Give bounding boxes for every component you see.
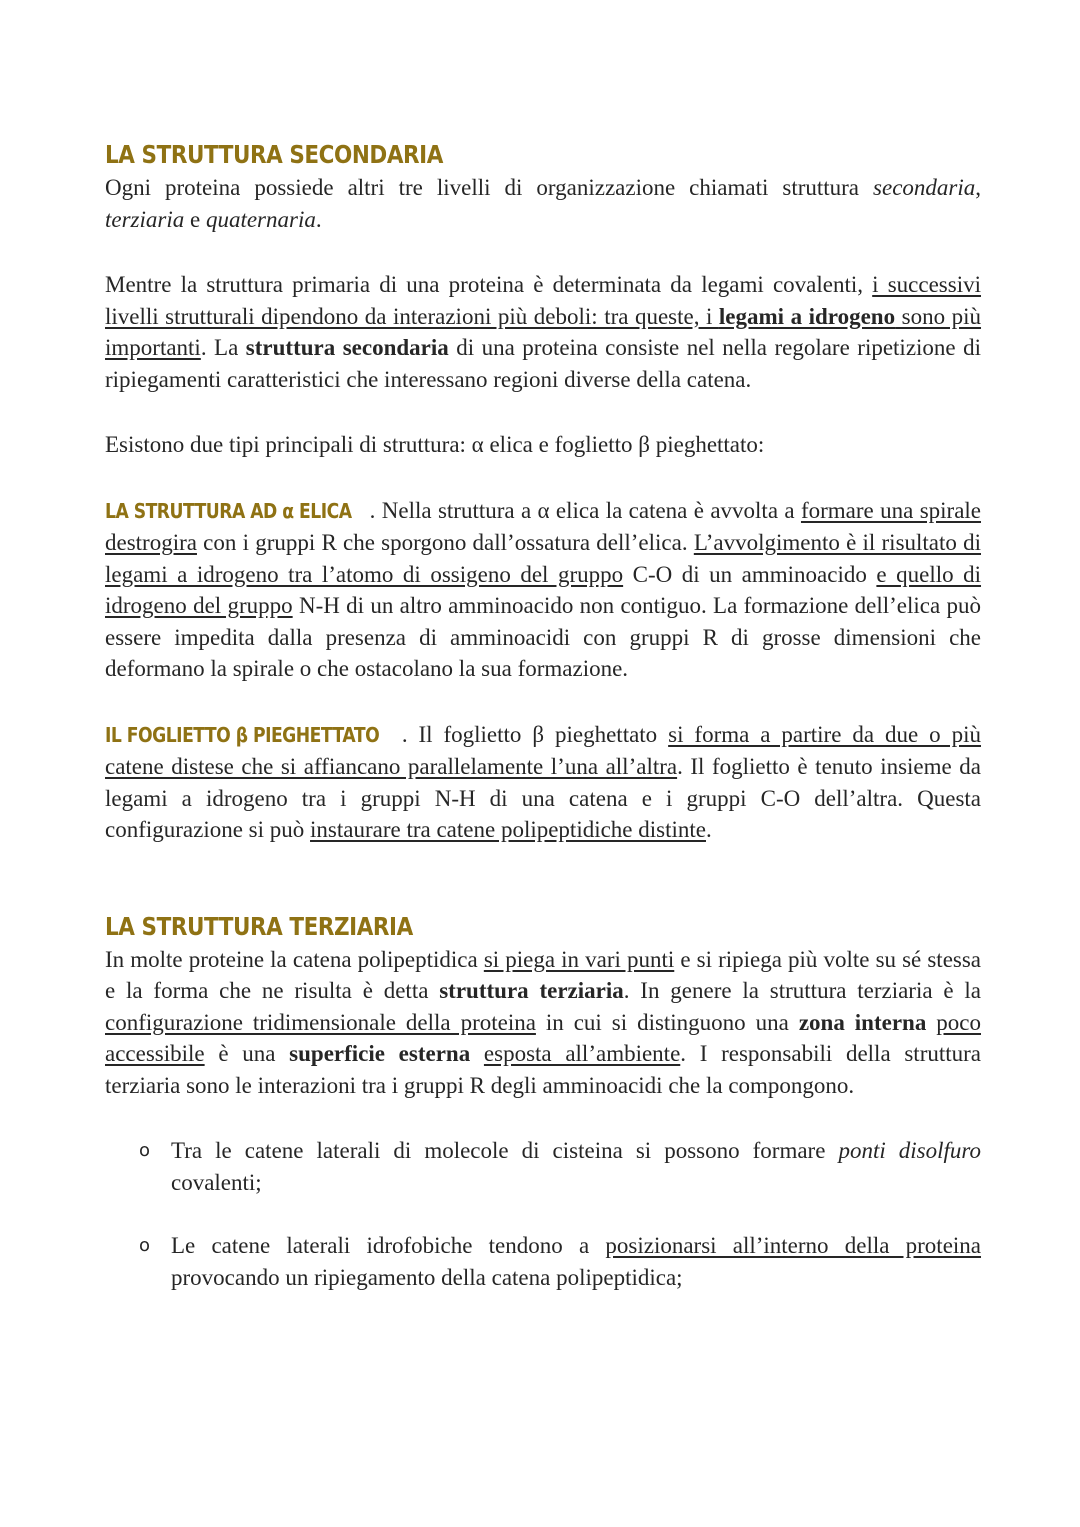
text-run: provocando un ripiegamento della catena polipeptidica; bbox=[171, 1264, 683, 1290]
text-run: Tra le catene laterali di molecole di cisteina si possono formare bbox=[171, 1138, 839, 1163]
bold-term: struttura secondaria bbox=[245, 335, 449, 360]
text-run bbox=[926, 1010, 936, 1035]
text-run: di una proteina consiste nel nella regolare ripetizione di ripiegamenti caratteristici che interessano regioni diverse della catena. bbox=[105, 335, 981, 392]
text-run bbox=[470, 1041, 484, 1066]
bullet-icon: o bbox=[139, 1140, 151, 1161]
underlined-text: esposta all’ambiente bbox=[483, 1041, 681, 1066]
text-run: . Nella struttura a α elica la catena è avvolta a bbox=[369, 497, 801, 523]
text-run: . bbox=[705, 817, 712, 842]
text-run: e si ripiega più volte su sé stessa e la forma che ne risulta è detta bbox=[105, 946, 982, 1003]
paragraph-terziaria bbox=[105, 944, 981, 1102]
underlined-text: si forma a partire da due o più catene distese che si affiancano parallelamente l’una all’altra bbox=[105, 721, 981, 779]
text-run: è una bbox=[204, 1041, 290, 1066]
underlined-text: sono più importanti bbox=[105, 303, 982, 360]
text-run: N-H di un altro amminoacido non contiguo. La formazione dell’elica può essere impedita dalla presenza di amminoacidi con gruppi R di grosse dimensioni che deformano la spirale o che ostacolano la sua formazione. bbox=[105, 593, 981, 681]
underlined-text: formare una spirale destrogira bbox=[105, 497, 981, 555]
text-run: . Il foglietto β pieghettato bbox=[401, 721, 669, 747]
list-item bbox=[105, 1135, 981, 1198]
text-run: . bbox=[315, 206, 322, 232]
text-run: , bbox=[975, 175, 981, 200]
document-page bbox=[105, 138, 981, 1293]
text-run: . In genere la struttura terziaria è la bbox=[623, 978, 981, 1003]
paragraph-foglietto-beta bbox=[105, 719, 981, 846]
list-item bbox=[105, 1230, 981, 1293]
underlined-text: L’avvolgimento è il risultato di legami a idrogeno tra l’atomo di ossigeno del gruppo bbox=[105, 530, 981, 587]
bold-term: zona interna bbox=[798, 1009, 927, 1035]
text-run: covalenti; bbox=[171, 1169, 262, 1195]
underlined-text: e quello di idrogeno del gruppo bbox=[105, 561, 982, 618]
text-run: in cui si distinguono una bbox=[535, 1009, 799, 1035]
text-run: In molte proteine la catena polipeptidica bbox=[105, 946, 484, 972]
text-run: Le catene laterali idrofobiche tendono a bbox=[171, 1233, 606, 1258]
bold-underlined-term: legami a idrogeno bbox=[718, 303, 896, 329]
bullet-list bbox=[105, 1135, 981, 1293]
text-run: Ogni proteina possiede altri tre livelli di organizzazione chiamati struttura bbox=[105, 175, 874, 200]
paragraph-tipi: Esistono due tipi principali di struttura: α elica e foglietto β pieghettato: bbox=[105, 432, 765, 457]
bold-term: struttura terziaria bbox=[439, 978, 624, 1003]
underlined-text: configurazione tridimensionale della proteina bbox=[105, 1009, 536, 1035]
text-run: e bbox=[184, 206, 206, 232]
italic-term: terziaria bbox=[105, 206, 185, 232]
text-run: Mentre la struttura primaria di una proteina è determinata da legami covalenti, bbox=[105, 272, 873, 297]
text-run: . La bbox=[200, 335, 246, 360]
bullet-icon: o bbox=[139, 1235, 151, 1256]
subheading-foglietto-beta: IL FOGLIETTO β PIEGHETTATO bbox=[105, 722, 380, 747]
underlined-text: posizionarsi all’interno della proteina bbox=[605, 1233, 982, 1258]
heading-struttura-terziaria: LA STRUTTURA TERZIARIA bbox=[105, 911, 413, 941]
subheading-alfa-elica: LA STRUTTURA AD α ELICA bbox=[105, 498, 352, 523]
heading-struttura-secondaria: LA STRUTTURA SECONDARIA bbox=[105, 140, 443, 169]
paragraph-intro-secondaria bbox=[105, 172, 981, 235]
italic-term: quaternaria bbox=[205, 206, 316, 232]
underlined-text: i successivi livelli strutturali dipendono da interazioni più deboli: tra queste, i bbox=[105, 272, 981, 329]
paragraph-legami bbox=[105, 269, 981, 395]
text-run: con i gruppi R che sporgono dall’ossatura dell’elica. bbox=[196, 530, 694, 555]
italic-term: ponti disolfuro bbox=[838, 1138, 981, 1163]
bold-term: superficie esterna bbox=[289, 1041, 471, 1066]
text-run: . I responsabili della struttura terziaria sono le interazioni tra i gruppi R degli amminoacidi che la compongono. bbox=[105, 1041, 982, 1098]
text-run: C-O di un amminoacido bbox=[623, 561, 877, 587]
underlined-text: poco accessibile bbox=[105, 1009, 981, 1066]
underlined-text: si piega in vari punti bbox=[483, 946, 675, 972]
text-run: . Il foglietto è tenuto insieme da legami a idrogeno tra i gruppi N-H di una catena e i gruppi C-O dell’altra. Questa configurazione si può bbox=[105, 754, 981, 842]
italic-term: secondaria bbox=[873, 175, 976, 200]
underlined-text: instaurare tra catene polipeptidiche distinte bbox=[310, 817, 706, 842]
paragraph-alfa-elica bbox=[105, 495, 981, 685]
